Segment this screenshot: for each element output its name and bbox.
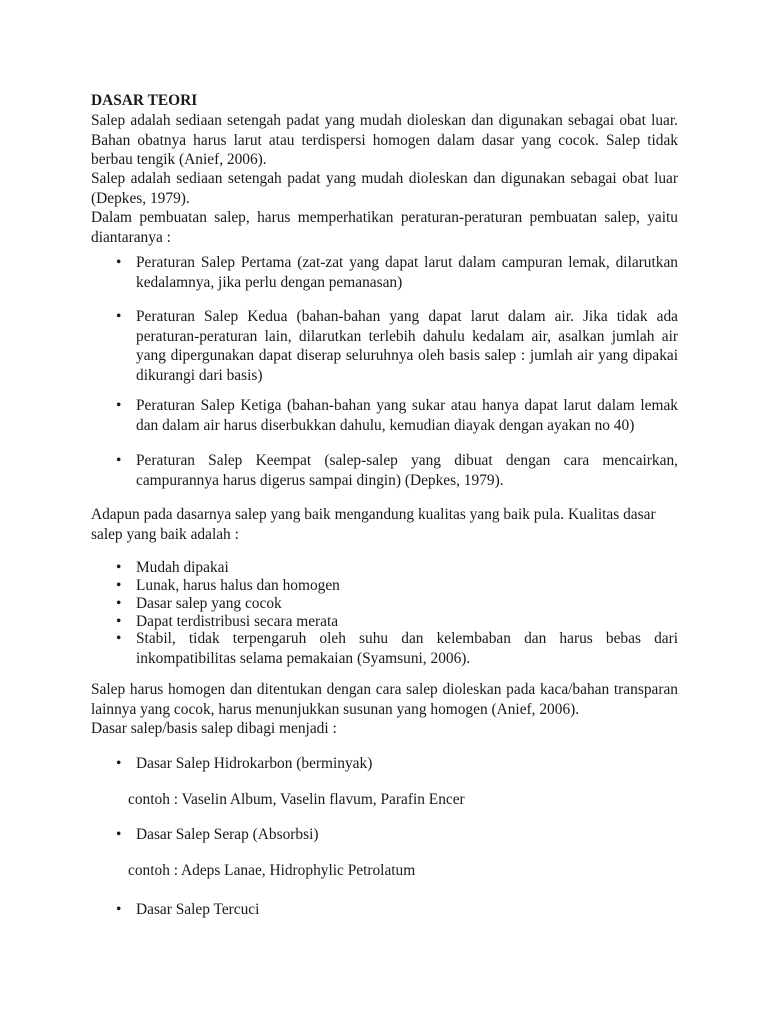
list-item	[116, 595, 678, 613]
list-item	[116, 451, 678, 490]
bullet: •	[116, 452, 122, 469]
list-item	[116, 253, 678, 292]
list-item	[116, 754, 678, 774]
paragraph: Dasar salep/basis salep dibagi menjadi :	[91, 720, 337, 737]
example-text: contoh : Adeps Lanae, Hidrophylic Petrolatum	[128, 862, 416, 879]
bullet: •	[116, 397, 122, 414]
list-item	[116, 307, 678, 385]
list-item	[116, 900, 678, 920]
list-item-text: Dasar Salep Tercuci	[136, 901, 260, 918]
list-item-text: Dapat terdistribusi secara merata	[136, 613, 339, 630]
list-item-text: Dasar Salep Hidrokarbon (berminyak)	[136, 755, 373, 772]
paragraph: Dalam pembuatan salep, harus memperhatikan peraturan-peraturan pembuatan salep, yaitu diantaranya :	[91, 209, 678, 246]
bullet: •	[116, 755, 122, 772]
bullet: •	[116, 254, 122, 271]
list-item-text: Peraturan Salep Ketiga (bahan-bahan yang sukar atau hanya dapat larut dalam lemak dan dalam air harus diserbukkan dahulu, kemudian diayak dengan ayakan no 40)	[136, 397, 678, 434]
list-item	[116, 577, 678, 595]
paragraph: Adapun pada dasarnya salep yang baik mengandung kualitas yang baik pula. Kualitas dasar salep yang baik adalah :	[91, 506, 656, 543]
list-item-text: Lunak, harus halus dan homogen	[136, 577, 340, 594]
example-text: contoh : Vaselin Album, Vaselin flavum, Parafin Encer	[128, 791, 465, 808]
bullet: •	[116, 559, 122, 576]
bullet: •	[116, 577, 122, 594]
bullet: •	[116, 308, 122, 325]
list-item-text: Dasar Salep Serap (Absorbsi)	[136, 826, 319, 843]
list-item-text: Dasar salep yang cocok	[136, 595, 282, 612]
list-item	[116, 396, 678, 435]
list-item-text: Peraturan Salep Pertama (zat-zat yang dapat larut dalam campuran lemak, dilarutkan kedalamnya, jika perlu dengan pemanasan)	[136, 254, 678, 291]
paragraph: Salep adalah sediaan setengah padat yang mudah dioleskan dan digunakan sebagai obat luar. Bahan obatnya harus larut atau terdispersi homogen dalam dasar yang cocok. Salep tidak berbau tengik (Anief, 2006).	[91, 112, 678, 169]
bullet: •	[116, 826, 122, 843]
bullet: •	[116, 613, 122, 630]
list-item-text: Stabil, tidak terpengaruh oleh suhu dan kelembaban dan harus bebas dari inkompatibilitas selama pemakaian (Syamsuni, 2006).	[136, 630, 678, 667]
list-item-text: Peraturan Salep Keempat (salep-salep yang dibuat dengan cara mencairkan, campurannya harus digerus sampai dingin) (Depkes, 1979).	[136, 452, 678, 489]
paragraph: Salep harus homogen dan ditentukan dengan cara salep dioleskan pada kaca/bahan transparan lainnya yang cocok, harus menunjukkan susunan yang homogen (Anief, 2006).	[91, 681, 678, 718]
list-item	[116, 559, 678, 577]
list-item-text: Mudah dipakai	[136, 559, 229, 576]
bullet: •	[116, 901, 122, 918]
list-item-text: Peraturan Salep Kedua (bahan-bahan yang dapat larut dalam air. Jika tidak ada peraturan-peraturan lain, dilarutkan terlebih dahulu kedalam air, asalkan jumlah air yang dipergunakan dapat diserap seluruhnya oleh basis salep : jumlah air yang dipakai dikurangi dari basis)	[136, 308, 678, 384]
paragraph: Salep adalah sediaan setengah padat yang mudah dioleskan dan digunakan sebagai obat luar (Depkes, 1979).	[91, 170, 678, 207]
bullet: •	[116, 595, 122, 612]
list-item	[116, 629, 678, 668]
document-title: DASAR TEORI	[91, 92, 198, 109]
bullet: •	[116, 630, 122, 647]
list-item	[116, 825, 678, 845]
